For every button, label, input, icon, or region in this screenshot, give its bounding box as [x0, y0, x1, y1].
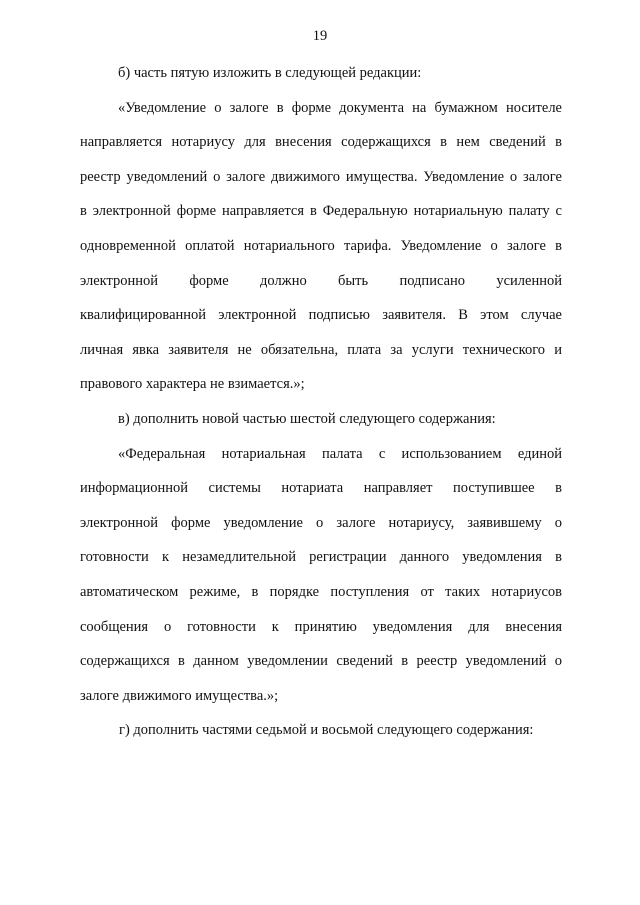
quote2-line: информационной системы нотариата направляет поступившее в [80, 480, 562, 497]
document-body [80, 56, 562, 748]
quote2-line: содержащихся в данном уведомлении сведений в реестр уведомлений о [80, 653, 562, 670]
quote1-line: квалифицированной электронной подписью заявителя. В этом случае [80, 307, 562, 324]
quote2-line: автоматическом режиме, в порядке поступления от таких нотариусов [80, 583, 562, 600]
quote1-line: электронной форме должно быть подписано усиленной [80, 272, 562, 289]
quote2-line: готовности к незамедлительной регистрации данного уведомления в [80, 549, 562, 566]
paragraph-v-line: в) дополнить новой частью шестой следующего содержания: [118, 410, 496, 427]
page-number: 19 [312, 28, 328, 44]
quote1-line: одновременной оплатой нотариального тарифа. Уведомление о залоге в [80, 237, 562, 254]
paragraph-b-line: б) часть пятую изложить в следующей редакции: [118, 65, 422, 81]
quote2-line: электронной форме уведомление о залоге нотариусу, заявившему о [80, 514, 562, 531]
quote1-line: личная явка заявителя не обязательна, плата за услуги технического и [80, 341, 562, 358]
quote1-line: правового характера не взимается.»; [80, 376, 305, 393]
quote1-line: в электронной форме направляется в Федеральную нотариальную палату с [80, 203, 562, 220]
quote1-line: направляется нотариусу для внесения содержащихся в нем сведений в [80, 134, 562, 151]
quote1-line: «Уведомление о залоге в форме документа на бумажном носителе [118, 99, 562, 116]
paragraph-g-line: г) дополнить частями седьмой и восьмой следующего содержания: [119, 722, 534, 739]
quote2-line: сообщения о готовности к принятию уведомления для внесения [80, 618, 562, 635]
quote2-line: «Федеральная нотариальная палата с использованием единой [118, 445, 562, 462]
quote1-line: реестр уведомлений о залоге движимого имущества. Уведомление о залоге [80, 168, 562, 185]
quote2-line: залоге движимого имущества.»; [80, 687, 279, 704]
